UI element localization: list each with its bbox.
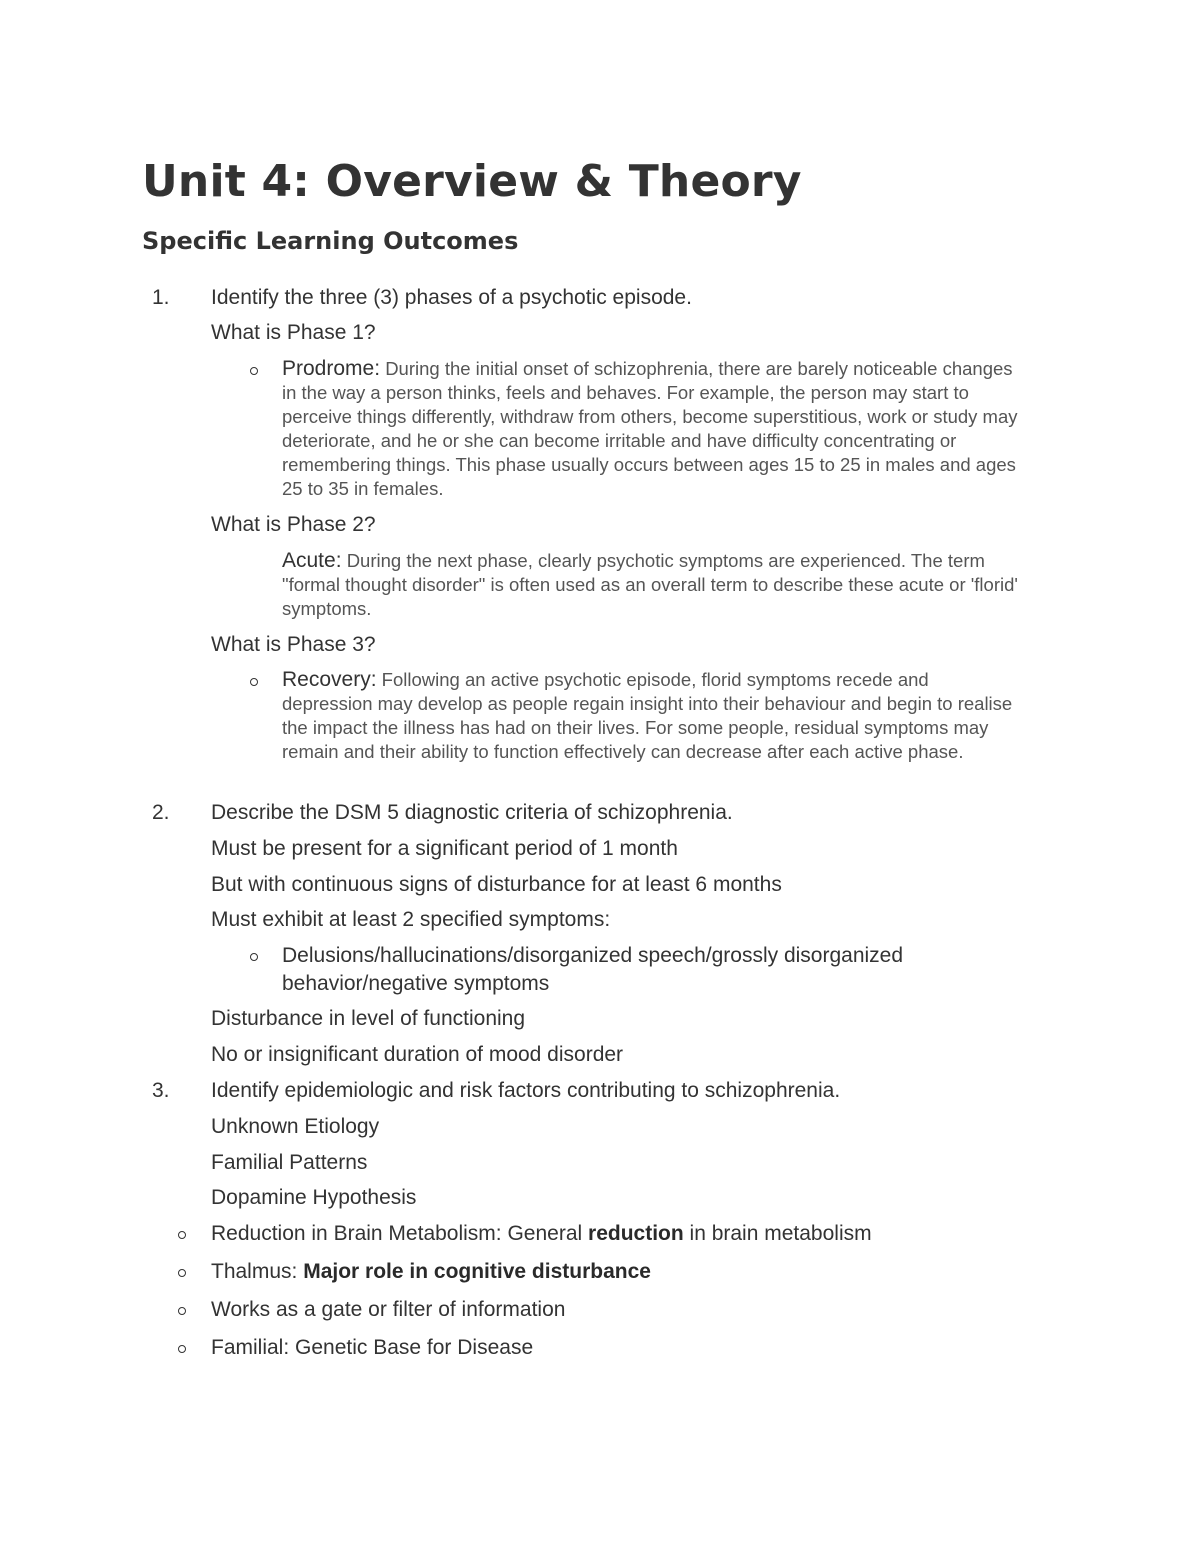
- bullet-text: Reduction in Brain Metabolism: General: [211, 1222, 589, 1245]
- hollow-bullet-icon: [250, 678, 258, 686]
- criteria-line: No or insignificant duration of mood disorder: [211, 1043, 624, 1066]
- risk-factor-line: Familial Patterns: [211, 1151, 368, 1174]
- symptom-list-line: Delusions/hallucinations/disorganized speech/grossly disorganized: [282, 944, 904, 967]
- phase-text: Following an active psychotic episode, florid symptoms recede and depression may develop as people regain insight into their behaviour and begin to realise the impact the illness has had on their lives. For some people, residual symptoms may remain and their ability to function effectively can decrease after each active phase.: [282, 669, 1013, 762]
- hollow-bullet-icon: [178, 1269, 186, 1277]
- hollow-bullet-icon: [250, 953, 258, 961]
- phase-term: Prodrome:: [282, 357, 381, 380]
- criteria-line: But with continuous signs of disturbance for at least 6 months: [211, 873, 782, 896]
- bullet-text: in brain metabolism: [683, 1222, 872, 1245]
- risk-factor-line: Unknown Etiology: [211, 1115, 380, 1138]
- phase-term: Acute:: [282, 549, 342, 572]
- risk-bullet: [211, 1219, 872, 1249]
- risk-factor-line: Dopamine Hypothesis: [211, 1186, 417, 1209]
- risk-bullet: [211, 1257, 651, 1287]
- criteria-line: Must be present for a significant period of 1 month: [211, 837, 678, 860]
- phase-text: During the initial onset of schizophrenia, there are barely noticeable changes in the way a person thinks, feels and behaves. For example, the person may start to perceive things differently, withdraw from others, become superstitious, work or study may deteriorate, and he or she can become irritable and have difficulty concentrating or remembering things. This phase usually occurs between ages 15 to 25 in males and ages 25 to 35 in females.: [282, 358, 1018, 499]
- page-title: Unit 4: Overview & Theory: [142, 156, 802, 207]
- item-number: 2.: [152, 801, 170, 824]
- phase-question: What is Phase 3?: [211, 633, 376, 656]
- criteria-line: Must exhibit at least 2 specified symptoms:: [211, 908, 611, 931]
- risk-bullet: Works as a gate or filter of information: [211, 1298, 566, 1321]
- bullet-bold-text: reduction: [588, 1222, 684, 1245]
- item-text: Identify epidemiologic and risk factors contributing to schizophrenia.: [211, 1079, 841, 1102]
- item-number: 3.: [152, 1079, 170, 1102]
- item-text: Identify the three (3) phases of a psychotic episode.: [211, 286, 692, 309]
- hollow-bullet-icon: [178, 1231, 186, 1239]
- phase-term: Recovery:: [282, 668, 377, 691]
- phase-description: [282, 668, 1022, 764]
- criteria-line: Disturbance in level of functioning: [211, 1007, 526, 1030]
- hollow-bullet-icon: [250, 367, 258, 375]
- section-heading: Specific Learning Outcomes: [142, 227, 519, 255]
- hollow-bullet-icon: [178, 1307, 186, 1315]
- phase-description: [282, 357, 1022, 501]
- phase-description: [282, 549, 1022, 621]
- hollow-bullet-icon: [178, 1345, 186, 1353]
- item-number: 1.: [152, 286, 170, 309]
- symptom-list-line: behavior/negative symptoms: [282, 972, 550, 995]
- phase-question: What is Phase 1?: [211, 321, 376, 344]
- item-text: Describe the DSM 5 diagnostic criteria of schizophrenia.: [211, 801, 733, 824]
- phase-question: What is Phase 2?: [211, 513, 376, 536]
- bullet-bold-text: Major role in cognitive disturbance: [303, 1260, 651, 1283]
- risk-bullet: Familial: Genetic Base for Disease: [211, 1336, 534, 1359]
- bullet-text: Thalmus:: [211, 1260, 304, 1283]
- phase-text: During the next phase, clearly psychotic symptoms are experienced. The term "formal thought disorder" is often used as an overall term to describe these acute or 'florid' symptoms.: [282, 550, 1018, 619]
